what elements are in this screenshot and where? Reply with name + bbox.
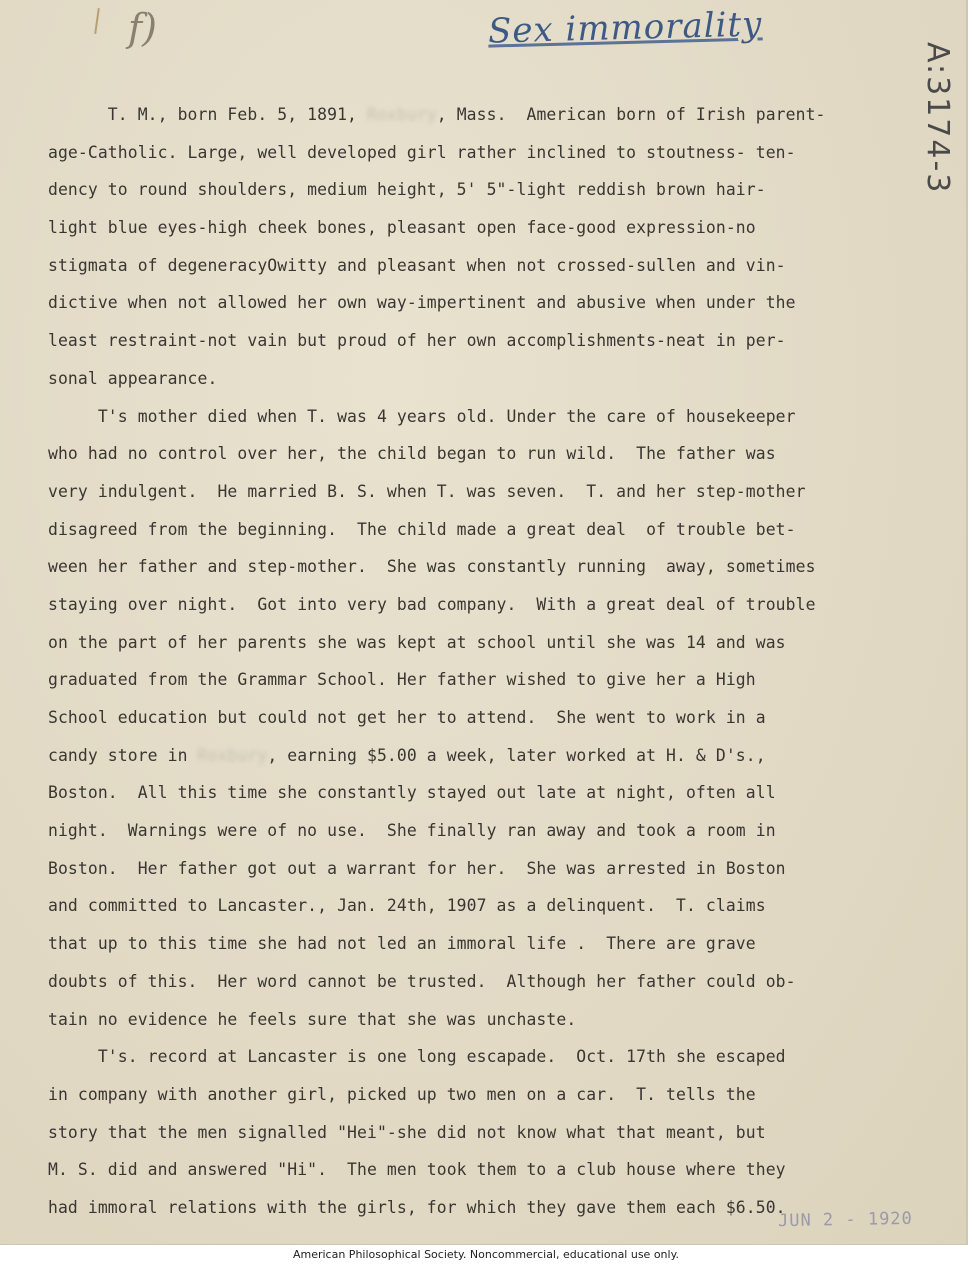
text-segment: sonal appearance.	[48, 368, 218, 388]
text-line	[48, 850, 920, 888]
text-segment: Boston. All this time she constantly stayed out late at night, often all	[48, 783, 776, 803]
text-line	[48, 247, 920, 285]
text-line	[48, 887, 920, 925]
text-line	[48, 322, 920, 360]
text-segment: story that the men signalled "Hei"-she did not know what that meant, but	[48, 1122, 766, 1142]
text-line	[48, 774, 920, 812]
text-line	[48, 134, 920, 172]
text-segment: T's. record at Lancaster is one long escapade. Oct. 17th she escaped	[48, 1047, 786, 1067]
text-line	[48, 96, 920, 134]
text-segment: light blue eyes-high cheek bones, pleasant open face-good expression-no	[48, 218, 756, 238]
text-segment: stigmata of degeneracyOwitty and pleasant when not crossed-sullen and vin-	[48, 255, 786, 275]
text-segment: least restraint-not vain but proud of her own accomplishments-neat in per-	[48, 331, 786, 351]
text-line	[48, 1076, 920, 1114]
archive-code: A:3174-3	[920, 42, 955, 195]
text-line	[48, 435, 920, 473]
text-line	[48, 171, 920, 209]
text-line	[48, 586, 920, 624]
text-line	[48, 511, 920, 549]
text-segment: who had no control over her, the child began to run wild. The father was	[48, 444, 776, 464]
text-line	[48, 661, 920, 699]
handwritten-top-mark: f)	[128, 6, 157, 50]
pencil-tick-mark	[94, 8, 100, 34]
text-line	[48, 1114, 920, 1152]
text-line	[48, 1151, 920, 1189]
text-segment: doubts of this. Her word cannot be trusted. Although her father could ob-	[48, 971, 796, 991]
text-line	[48, 548, 920, 586]
text-segment: in company with another girl, picked up two men on a car. T. tells the	[48, 1084, 756, 1104]
text-segment: graduated from the Grammar School. Her father wished to give her a High	[48, 670, 756, 690]
text-line	[48, 360, 920, 398]
text-line	[48, 963, 920, 1001]
text-segment: T. M., born Feb. 5, 1891,	[48, 105, 367, 124]
text-line	[48, 1038, 920, 1076]
text-segment: and committed to Lancaster., Jan. 24th, 1907 as a delinquent. T. claims	[48, 896, 766, 916]
text-segment: that up to this time she had not led an immoral life . There are grave	[48, 934, 756, 954]
text-segment: Boston. Her father got out a warrant for her. She was arrested in Boston	[48, 858, 786, 878]
text-segment: , Mass. American born of Irish parent-	[436, 105, 826, 124]
text-segment: ween her father and step-mother. She was constantly running away, sometimes	[48, 557, 816, 577]
text-line	[48, 699, 920, 737]
text-line	[48, 398, 920, 436]
text-segment: tain no evidence he feels sure that she was unchaste.	[48, 1009, 577, 1029]
redacted-place-name: Roxbury	[197, 745, 268, 765]
text-segment: on the part of her parents she was kept at school until she was 14 and was	[48, 632, 786, 652]
typed-body-text	[48, 96, 920, 1227]
text-segment: candy store in	[48, 745, 198, 765]
date-stamp: JUN 2 - 1920	[777, 1208, 913, 1232]
text-segment: , earning $5.00 a week, later worked at H. & D's.,	[267, 745, 766, 765]
text-segment: had immoral relations with the girls, for which they gave them each $6.50.	[48, 1197, 786, 1217]
text-line	[48, 209, 920, 247]
text-line	[48, 925, 920, 963]
text-segment: dency to round shoulders, medium height, 5' 5"-light reddish brown hair-	[48, 180, 766, 200]
text-segment: M. S. did and answered "Hi". The men took them to a club house where they	[48, 1160, 786, 1180]
text-line	[48, 284, 920, 322]
text-segment: dictive when not allowed her own way-impertinent and abusive when under the	[48, 293, 796, 313]
text-segment: T's mother died when T. was 4 years old. Under the care of housekeeper	[48, 406, 796, 426]
text-line	[48, 624, 920, 662]
text-segment: night. Warnings were of no use. She finally ran away and took a room in	[48, 821, 776, 841]
text-segment: School education but could not get her to attend. She went to work in a	[48, 708, 766, 727]
text-segment: very indulgent. He married B. S. when T. was seven. T. and her step-mother	[48, 481, 806, 501]
redacted-place-name: Roxbury	[366, 105, 437, 124]
text-line	[48, 1001, 920, 1039]
text-line	[48, 737, 920, 775]
text-segment: disagreed from the beginning. The child made a great deal of trouble bet-	[48, 519, 796, 539]
footer-credit: American Philosophical Society. Noncommercial, educational use only.	[292, 1248, 680, 1261]
text-segment: staying over night. Got into very bad company. With a great deal of trouble	[48, 594, 816, 614]
handwritten-title: Sex immorality	[487, 4, 763, 52]
text-segment: age-Catholic. Large, well developed girl rather inclined to stoutness- ten-	[48, 142, 796, 162]
text-line	[48, 812, 920, 850]
text-line	[48, 473, 920, 511]
